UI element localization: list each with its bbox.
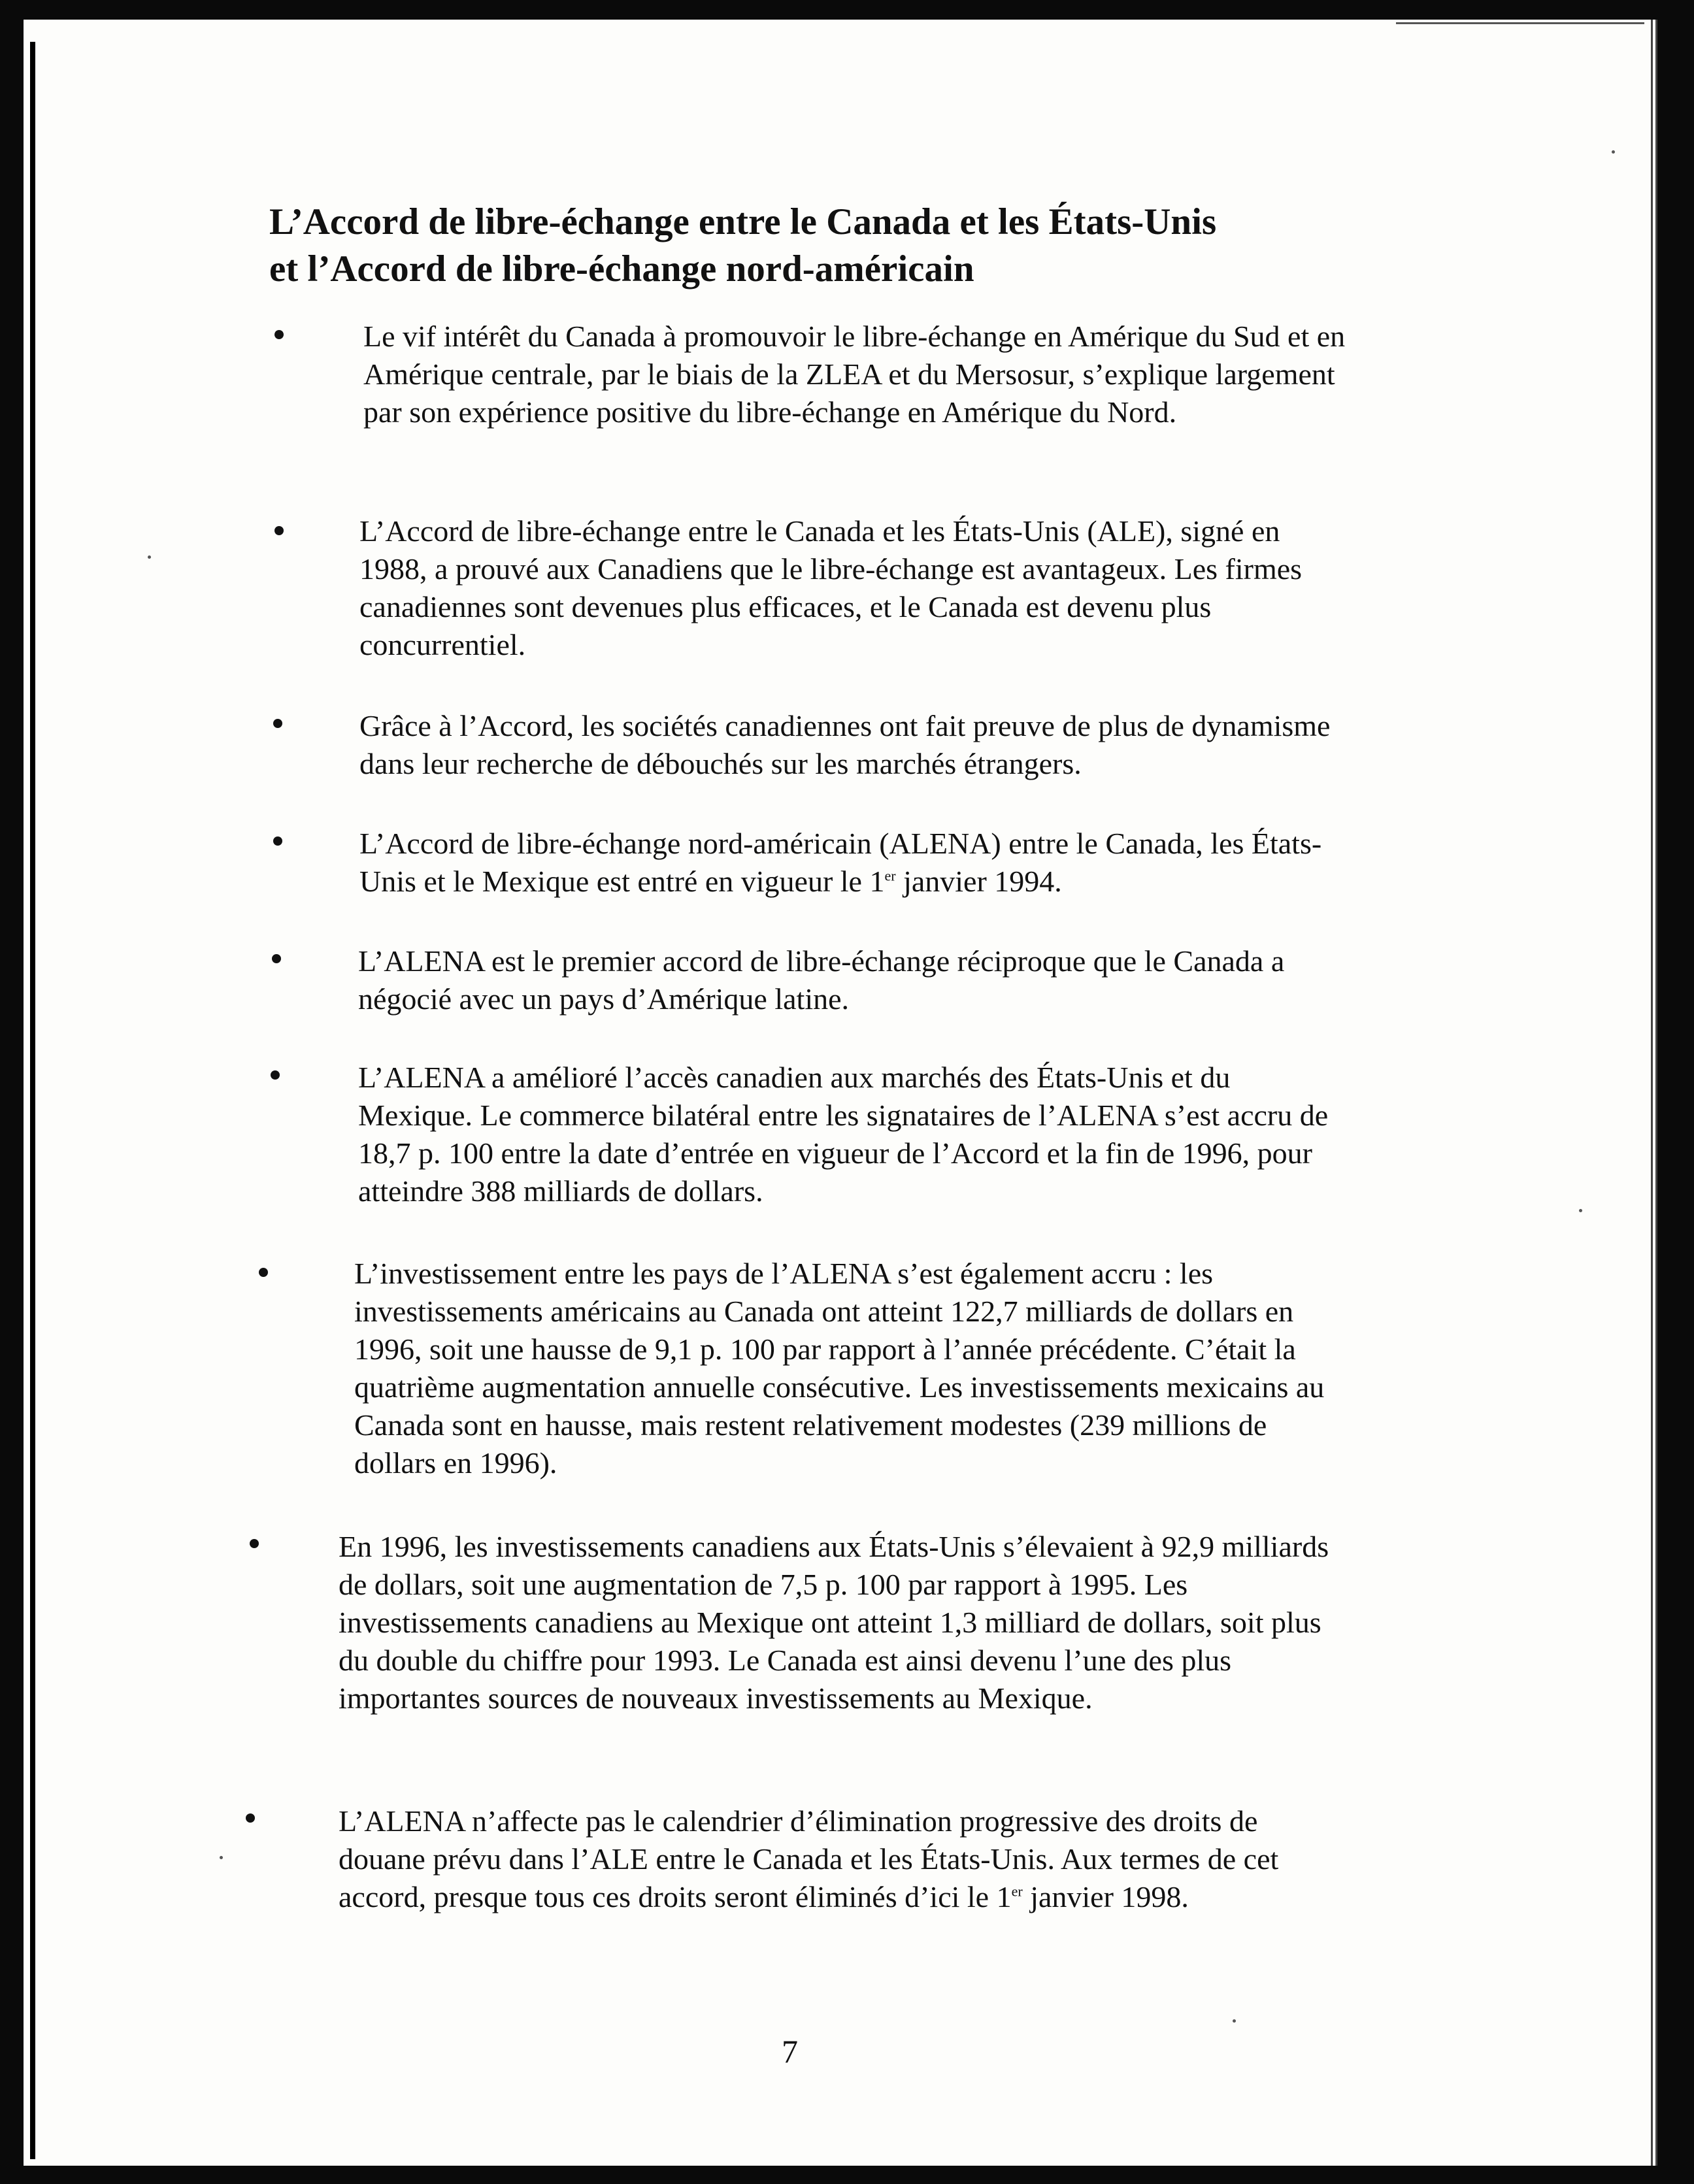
scan-speck [220,1856,223,1859]
list-item-9-text: L’ALENA n’affecte pas le calendrier d’élimination progressive des droits de douane prévu dans l’ALE entre le Canada et les États-Unis. Aux termes de cet accord, presque tous ces droits seront éliminés d’ici le 1 [339,1804,1279,1913]
scan-speck [1233,2019,1236,2023]
bullet-icon [272,954,281,963]
bullet-icon [271,1070,280,1080]
list-item-3: Grâce à l’Accord, les sociétés canadiennes ont fait preuve de plus de dynamisme dans leur recherche de débouchés sur les marchés étrangers. [359,709,1331,780]
bullet-icon [273,836,282,846]
list-item-4-superscript: er [884,867,896,884]
list-item-5: L’ALENA est le premier accord de libre-échange réciproque que le Canada a négocié avec un pays d’Amérique latine. [358,944,1285,1016]
scan-speck [1579,1209,1582,1212]
bullet-icon [274,330,284,339]
list-item-8: En 1996, les investissements canadiens aux États-Unis s’élevaient à 92,9 milliards de dollars, soit une augmentation de 7,5 p. 100 par rapport à 1995. Les investissements canadiens au Mexique ont atteint 1,3 milliard de dollars, soit plus du double du chiffre pour 1993. Le Canada est ainsi devenu l’une des plus importantes sources de nouveaux investissements au Mexique. [339,1530,1329,1715]
page-number: 7 [782,2033,798,2070]
list-item-6: L’ALENA a amélioré l’accès canadien aux marchés des États-Unis et du Mexique. Le commerce bilatéral entre les signataires de l’ALENA s’est accru de 18,7 p. 100 entre la date d’entrée en vigueur de l’Accord et la fin de 1996, pour atteindre 388 milliards de dollars. [358,1061,1329,1208]
list-item-4-text-end: janvier 1994. [895,865,1062,898]
bullet-icon [246,1813,255,1823]
list-item-2: L’Accord de libre-échange entre le Canada et les États-Unis (ALE), signé en 1988, a prouvé aux Canadiens que le libre-échange est avantageux. Les firmes canadiennes sont devenues plus efficaces, et le Canada est devenu plus concurrentiel. [359,514,1303,661]
bullet-icon [250,1539,259,1548]
document-page [24,20,1657,2166]
scan-speck [148,555,151,559]
top-edge-mark [1396,22,1644,24]
bullet-icon [274,526,284,535]
bullet-icon [259,1268,268,1277]
page-title [269,199,1511,293]
title-line-1: L’Accord de libre-échange entre le Canada et les États-Unis [269,201,1217,242]
list-item-1: Le vif intérêt du Canada à promouvoir le libre-échange en Amérique du Sud et en Amérique centrale, par le biais de la ZLEA et du Mersosur, s’explique largement par son expérience positive du libre-échange en Amérique du Nord. [363,320,1346,429]
list-item-9 [339,1802,1332,1916]
list-item-7: L’investissement entre les pays de l’ALENA s’est également accru : les investissements américains au Canada ont atteint 122,7 milliards de dollars en 1996, soit une hausse de 9,1 p. 100 par rapport à l’année précédente. C’était la quatrième augmentation annuelle consécutive. Les investissements mexicains au Canada sont en hausse, mais restent relativement modestes (239 millions de dollars en 1996). [354,1257,1325,1480]
scan-speck [1612,150,1615,154]
left-binding-rule [30,42,35,2159]
list-item-9-superscript: er [1011,1883,1023,1900]
list-item-4-text: L’Accord de libre-échange nord-américain (ALENA) entre le Canada, les États-Unis et le Mexique est entré en vigueur le 1 [359,827,1322,898]
list-item-9-text-end: janvier 1998. [1022,1880,1189,1913]
list-item-4 [359,825,1353,901]
title-line-2: et l’Accord de libre-échange nord-américain [269,248,974,290]
bullet-icon [273,719,282,728]
